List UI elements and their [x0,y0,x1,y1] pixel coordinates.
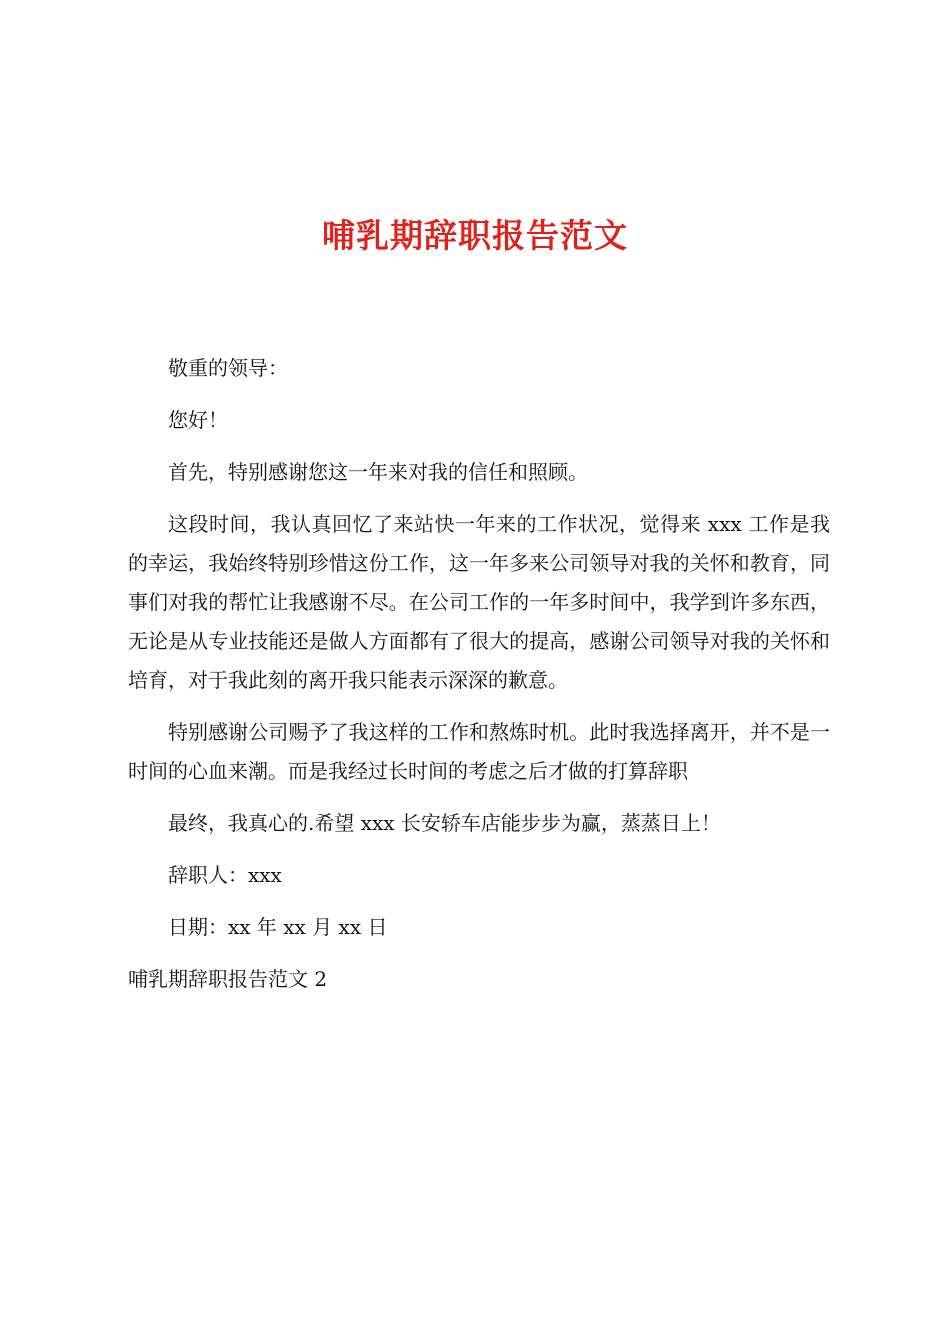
document-title: 哺乳期辞职报告范文 [322,216,628,255]
letter-body [128,349,830,1012]
salutation: 敬重的领导： [168,356,288,380]
paragraph-thanks: 首先，特别感谢您这一年来对我的信任和照顾。 [168,460,588,484]
paragraph-reason: 特别感谢公司赐予了我这样的工作和熬炼时机。此时我选择离开，并不是一时间的心血来潮。而是我经过长时间的考虑之后才做的打算辞职 [128,720,830,783]
date-line: 日期：xx 年 xx 月 xx 日 [168,915,388,939]
resigner-line: 辞职人：xxx [168,863,282,887]
paragraph-closing: 最终，我真心的.希望 xxx 长安轿车店能步步为赢，蒸蒸日上！ [168,811,721,835]
next-section-heading: 哺乳期辞职报告范文 2 [128,967,328,991]
greeting: 您好！ [168,408,228,432]
paragraph-reflection: 这段时间，我认真回忆了来站快一年来的工作状况，觉得来 xxx 工作是我的幸运，我始终特别珍惜这份工作，这一年多来公司领导对我的关怀和教育，同事们对我的帮忙让我感谢不尽。在公司工作的一年多时间中，我学到许多东西，无论是从专业技能还是做人方面都有了很大的提高，感谢公司领导对我的关怀和培育，对于我此刻的离开我只能表示深深的歉意。 [128,512,830,692]
